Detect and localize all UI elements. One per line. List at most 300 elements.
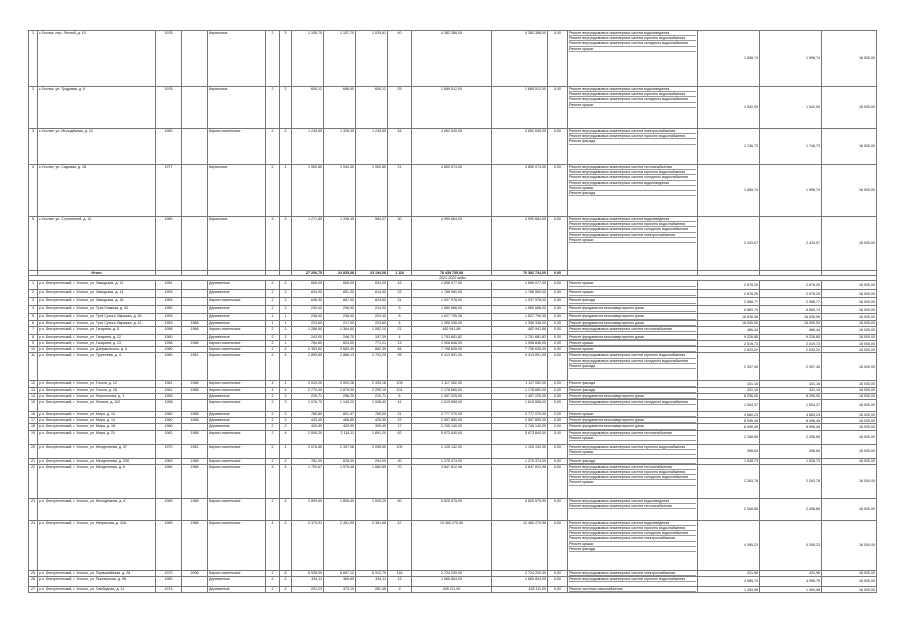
cell-v3: 16 000,00 bbox=[822, 326, 877, 334]
cell-a2: 2 900,28 bbox=[324, 381, 356, 387]
cell-area: 1 271,80 bbox=[292, 217, 324, 271]
cell-fl: 2 bbox=[266, 393, 280, 399]
total-area-2: 24 835,08 bbox=[324, 271, 356, 276]
cell-v2: 398,84 bbox=[760, 444, 822, 458]
cell-a2: 687,00 bbox=[324, 298, 356, 306]
cell-cost2: 4 382 388,00 bbox=[492, 31, 548, 87]
cell-mat: Кирпичные bbox=[208, 217, 266, 271]
cell-a2: 2 114,11 bbox=[324, 430, 356, 444]
cell-v1: 2 433,07 bbox=[698, 217, 760, 271]
cell-area: 225,71 bbox=[292, 393, 324, 399]
cell-a3: 6 312,79 bbox=[356, 570, 388, 576]
cell-year: 1960 bbox=[156, 412, 182, 418]
cell-v2: 9 226,85 bbox=[760, 334, 822, 340]
cell-v2: 4 660,23 bbox=[760, 412, 822, 418]
cell-addr: р.п. Белореченский, г. Усолье, ул. Гагарина, д. 8 bbox=[38, 326, 156, 334]
cell-v3: 16 000,00 bbox=[822, 31, 877, 87]
work-types-cell bbox=[568, 281, 698, 290]
cell-y2 bbox=[182, 129, 208, 165]
cell-a3: 600,12 bbox=[356, 87, 388, 129]
cell-n: 3 bbox=[29, 298, 38, 306]
cell-cost2: 7 798 626,00 bbox=[492, 347, 548, 353]
cell-v2: 4 395,23 bbox=[760, 520, 822, 570]
cell-area: 6 536,00 bbox=[292, 570, 324, 576]
cell-year: 1955 bbox=[156, 393, 182, 399]
cell-en: 2 bbox=[280, 418, 292, 424]
cell-a3: 1 009,29 bbox=[356, 498, 388, 520]
cell-a2: 665,00 bbox=[324, 281, 356, 290]
cell-en: 4 bbox=[280, 464, 292, 498]
cell-addr: р.п. Белореченский, г. Усолье, ул. Мира, д. 14 bbox=[38, 418, 156, 424]
cell-v2: 431,96 bbox=[760, 570, 822, 576]
cell-v2: 2 008,85 bbox=[760, 498, 822, 520]
cell-v1: 8 096,45 bbox=[698, 424, 760, 430]
cell-a2: 2 683,40 bbox=[324, 347, 356, 353]
cell-n: 13 bbox=[29, 387, 38, 393]
cell-a3: 2 381,68 bbox=[356, 520, 388, 570]
cell-v3: 16 000,00 bbox=[822, 424, 877, 430]
cell-fl: 2 bbox=[266, 458, 280, 464]
work-type-item: Ремонт внутридомовых инженерных систем горячего водоснабжения bbox=[569, 222, 696, 227]
cell-a2: 217,00 bbox=[324, 320, 356, 326]
cell-v2: 1 542,05 bbox=[760, 87, 822, 129]
cell-y2 bbox=[182, 298, 208, 306]
table-row bbox=[29, 498, 877, 520]
cell-a3: 203,40 bbox=[356, 314, 388, 320]
cell-fl: 2 bbox=[266, 341, 280, 347]
cell-en: 4 bbox=[280, 430, 292, 444]
table-row bbox=[29, 587, 877, 593]
cell-year: 1970 bbox=[156, 444, 182, 458]
work-type-item: Ремонт фасада bbox=[569, 364, 696, 369]
cell-cost2: 1 125 132,00 bbox=[492, 444, 548, 458]
work-types-cell bbox=[568, 400, 698, 412]
cell-y2 bbox=[182, 31, 208, 87]
cell-cost: 1 665 804,00 bbox=[412, 577, 492, 587]
cell-v2: 16 636,96 bbox=[760, 314, 822, 320]
cell-addr: р.п. Белореченский, г. Усолье, ул. Свободная, д. 12 bbox=[38, 587, 156, 593]
cell-addr: с.Усолье, ул. Садовая, д. 18 bbox=[38, 165, 156, 217]
cell-en: 8 bbox=[280, 570, 292, 576]
work-types-cell bbox=[568, 87, 698, 129]
cell-a2: 1 944,30 bbox=[324, 165, 356, 217]
work-types-cell bbox=[568, 520, 698, 570]
cell-year: 1964 bbox=[156, 464, 182, 498]
cell-cost: 1 580 666,00 bbox=[412, 306, 492, 314]
cell-area: 291,23 bbox=[292, 587, 324, 593]
cell-v1: 466,44 bbox=[698, 326, 760, 334]
cell-en: 3 bbox=[280, 400, 292, 412]
cell-res: 54 bbox=[388, 347, 412, 353]
cell-fl: 2 bbox=[266, 418, 280, 424]
cell-area: 2 379,91 bbox=[292, 520, 324, 570]
work-type-item: Ремонт крыши bbox=[569, 290, 696, 295]
cell-v1: 8 096,45 bbox=[698, 418, 760, 424]
work-type-item: Ремонт внутридомовых инженерных систем холодного водоснабжения bbox=[569, 359, 696, 364]
cell-addr: р.п. Белореченский, г. Усолье, ул. Молодёжная, д. 6 bbox=[38, 498, 156, 520]
cell-n: 25 bbox=[29, 570, 38, 576]
cell-v1: 1 898,74 bbox=[698, 165, 760, 217]
work-type-item: Ремонт крыши bbox=[569, 238, 696, 243]
cell-z: 0,00 bbox=[548, 444, 568, 458]
cell-a3: 1 891,20 bbox=[356, 430, 388, 444]
work-type-item: Ремонт внутридомовых инженерных систем теплоснабжения bbox=[569, 465, 696, 470]
work-type-item: Ремонт внутридомовых инженерных систем электроснабжения bbox=[569, 571, 696, 576]
cell-v3: 16 000,00 bbox=[822, 400, 877, 412]
cell-cost: 1 117 052,00 bbox=[412, 381, 492, 387]
cell-cost: 2 557 850,00 bbox=[412, 418, 492, 424]
cell-year: 1963 bbox=[156, 458, 182, 464]
cell-addr: с.Усолье, ул. Строителей, д. 10 bbox=[38, 217, 156, 271]
cell-mat: Кирпич-панельные bbox=[208, 464, 266, 498]
cell-en: 4 bbox=[280, 381, 292, 387]
cell-v2: 2 397,45 bbox=[760, 353, 822, 381]
cell-a3: 1 082,10 bbox=[356, 326, 388, 334]
cell-cost2: 1 751 681,82 bbox=[492, 334, 548, 340]
cell-addr: р.п. Белореченский, г. Усолье, ул. Первомайская, д. 28 bbox=[38, 570, 156, 576]
capital-repair-table bbox=[28, 30, 877, 593]
cell-cost2: 2 557 850,00 bbox=[492, 418, 548, 424]
cell-cost: 2 724 200,00 bbox=[412, 570, 492, 576]
cell-z: 0,00 bbox=[548, 464, 568, 498]
cell-a2: 373,10 bbox=[324, 587, 356, 593]
cell-a2: 1 145,20 bbox=[324, 400, 356, 412]
cell-res: 70 bbox=[388, 464, 412, 498]
cell-a2: 686,90 bbox=[324, 87, 356, 129]
work-types-cell bbox=[568, 326, 698, 334]
cell-v3: 16 000,00 bbox=[822, 129, 877, 165]
cell-v1: 2 397,45 bbox=[698, 353, 760, 381]
table-row bbox=[29, 165, 877, 217]
cell-z: 0,00 bbox=[548, 341, 568, 347]
cell-area: 784,60 bbox=[292, 341, 324, 347]
cell-addr: р.п. Белореченский, г. Усолье, ул. Пионерская, д. 98 bbox=[38, 577, 156, 587]
cell-res: 9 bbox=[388, 587, 412, 593]
cell-res: 31 bbox=[388, 412, 412, 418]
work-type-item: Ремонт внутридомовых инженерных систем водоотведения bbox=[569, 217, 696, 222]
cell-y2 bbox=[182, 306, 208, 314]
cell-year: 1960 bbox=[156, 418, 182, 424]
cell-y2 bbox=[182, 281, 208, 290]
cell-n: 18 bbox=[29, 424, 38, 430]
cell-y2: 1968 bbox=[182, 430, 208, 444]
total-cost-2: 76 382 734,00 bbox=[492, 271, 548, 276]
work-types-cell bbox=[568, 353, 698, 381]
cell-cost2: 2 745 140,00 bbox=[492, 424, 548, 430]
work-type-item: Ремонт фасада bbox=[569, 139, 696, 144]
cell-res: 20 bbox=[388, 458, 412, 464]
work-type-item: Ремонт внутридомовых инженерных систем холодного водоснабжения bbox=[569, 531, 696, 536]
cell-a3: 771,21 bbox=[356, 341, 388, 347]
cell-z: 0,00 bbox=[548, 387, 568, 393]
cell-area: 766,80 bbox=[292, 412, 324, 418]
cell-z: 0,00 bbox=[548, 424, 568, 430]
cell-n: 4 bbox=[29, 306, 38, 314]
cell-v3: 16 000,00 bbox=[822, 314, 877, 320]
cell-fl: 2 bbox=[266, 347, 280, 353]
cell-v1: 1 898,74 bbox=[698, 31, 760, 87]
cell-n: 15 bbox=[29, 400, 38, 412]
cell-y2: 1968 bbox=[182, 326, 208, 334]
cell-addr: р.п. Белореченский, г. Усолье, ул. Менделеева, д. 33б bbox=[38, 458, 156, 464]
work-types-cell bbox=[568, 587, 698, 593]
cell-v2: 6 869,74 bbox=[760, 306, 822, 314]
cell-res: 13 bbox=[388, 341, 412, 347]
cell-a2: 238,00 bbox=[324, 314, 356, 320]
table-row bbox=[29, 31, 877, 87]
cell-fl: 2 bbox=[266, 353, 280, 381]
cell-mat: Кирпич-панельные bbox=[208, 298, 266, 306]
total-label: Итого bbox=[38, 271, 156, 276]
cell-y2: 1968 bbox=[182, 381, 208, 387]
cell-mat: Деревянные bbox=[208, 281, 266, 290]
work-types-cell bbox=[568, 430, 698, 444]
cell-cost2: 2 777 070,00 bbox=[492, 412, 548, 418]
cell-en: 2 bbox=[280, 412, 292, 418]
cell-year: 1960 bbox=[156, 347, 182, 353]
cell-z: 0,00 bbox=[548, 217, 568, 271]
cell-cost2: 1 689 512,00 bbox=[492, 87, 548, 129]
cell-area: 2 076,80 bbox=[292, 444, 324, 458]
cell-area: 634,00 bbox=[292, 290, 324, 298]
table-row bbox=[29, 306, 877, 314]
cell-v1: 2 263,78 bbox=[698, 464, 760, 498]
cell-z: 0,00 bbox=[548, 31, 568, 87]
cell-mat: Кирпич-панельные bbox=[208, 458, 266, 464]
cell-year: 1972 bbox=[156, 570, 182, 576]
cell-mat: Деревянные bbox=[208, 412, 266, 418]
table-row bbox=[29, 281, 877, 290]
cell-mat: Кирпич-панельные bbox=[208, 498, 266, 520]
cell-v1: 2 678,25 bbox=[698, 290, 760, 298]
cell-z: 0,00 bbox=[548, 520, 568, 570]
cell-v2: 2 519,73 bbox=[760, 341, 822, 347]
cell-v3: 16 000,00 bbox=[822, 87, 877, 129]
cell-addr: р.п. Белореченский, г. Усолье, ул. Некрасова, д. 42А bbox=[38, 520, 156, 570]
table-row bbox=[29, 129, 877, 165]
cell-year: 1950 bbox=[156, 577, 182, 587]
cell-z: 0,00 bbox=[548, 87, 568, 129]
cell-mat: Деревянные bbox=[208, 334, 266, 340]
cell-en: 2 bbox=[280, 298, 292, 306]
cell-y2: 1968 bbox=[182, 387, 208, 393]
cell-a2: 2 451,90 bbox=[324, 520, 356, 570]
work-types-cell bbox=[568, 444, 698, 458]
cell-z: 0,00 bbox=[548, 400, 568, 412]
work-type-item: Ремонт внутридомовых инженерных систем водоотведения bbox=[569, 31, 696, 36]
cell-v2: 431,15 bbox=[760, 381, 822, 387]
cell-a3: 334,11 bbox=[356, 577, 388, 587]
work-type-item: Ремонт внутридомовых инженерных систем водоотведения bbox=[569, 87, 696, 92]
cell-n: 27 bbox=[29, 587, 38, 593]
cell-area: 420,90 bbox=[292, 424, 324, 430]
cell-z: 0,00 bbox=[548, 165, 568, 217]
table-row bbox=[29, 298, 877, 306]
cell-en: 2 bbox=[280, 458, 292, 464]
cell-addr: с.Усолье, ул. Молодёжная, д. 12 bbox=[38, 129, 156, 165]
work-type-item: Ремонт внутридомовых инженерных систем теплоснабжения bbox=[569, 165, 696, 170]
cell-v2: 1 504,37 bbox=[760, 400, 822, 412]
cell-mat: Кирпич-панельные bbox=[208, 387, 266, 393]
work-type-item: Ремонт фасада bbox=[569, 191, 696, 196]
cell-v1: 1 504,37 bbox=[698, 400, 760, 412]
cell-n: 1 bbox=[29, 281, 38, 290]
cell-area: 230,00 bbox=[292, 306, 324, 314]
cell-a3: 624,60 bbox=[356, 298, 388, 306]
cell-v3: 16 000,00 bbox=[822, 587, 877, 593]
cell-res: 101 bbox=[388, 387, 412, 393]
cell-mat: Кирпич-панельные bbox=[208, 520, 266, 570]
cell-addr: р.п. Белореченский, г. Усолье, ул. Гоголя, д. 12 bbox=[38, 381, 156, 387]
cell-mat: Деревянные bbox=[208, 587, 266, 593]
cell-mat: Деревянные bbox=[208, 306, 266, 314]
cell-n: 20 bbox=[29, 444, 38, 458]
cell-a3: 765,00 bbox=[356, 412, 388, 418]
work-types-cell bbox=[568, 290, 698, 298]
cell-z: 0,00 bbox=[548, 306, 568, 314]
cell-z: 0,00 bbox=[548, 418, 568, 424]
cell-fl: 4 bbox=[266, 520, 280, 570]
cell-v3: 16 000,00 bbox=[822, 334, 877, 340]
table-row bbox=[29, 87, 877, 129]
table-row bbox=[29, 577, 877, 587]
cell-v1: 431,15 bbox=[698, 381, 760, 387]
cell-z: 0,00 bbox=[548, 577, 568, 587]
work-type-item: Ремонт внутридомовых инженерных систем водоотведения bbox=[569, 499, 696, 504]
cell-a3: 2 703,20 bbox=[356, 353, 388, 381]
cell-y2: 1968 bbox=[182, 458, 208, 464]
cell-n: 12 bbox=[29, 381, 38, 387]
cell-n: 26 bbox=[29, 577, 38, 587]
cell-mat: Деревянные bbox=[208, 393, 266, 399]
cell-y2 bbox=[182, 217, 208, 271]
cell-v3: 16 000,00 bbox=[822, 298, 877, 306]
cell-a3: 2 439,18 bbox=[356, 381, 388, 387]
cell-a2: 1 338,45 bbox=[324, 217, 356, 271]
cell-cost2: 1 275 374,00 bbox=[492, 458, 548, 464]
cell-year: 1950 bbox=[156, 306, 182, 314]
cell-en: 2 bbox=[280, 577, 292, 587]
work-type-item: Ремонт внутридомовых инженерных систем электроснабжения bbox=[569, 129, 696, 134]
table-body-top bbox=[29, 31, 877, 271]
cell-a2: 818,00 bbox=[324, 458, 356, 464]
cell-y2 bbox=[182, 400, 208, 412]
cell-v3: 16 000,00 bbox=[822, 577, 877, 587]
work-types-cell bbox=[568, 165, 698, 217]
cell-n: 22 bbox=[29, 464, 38, 498]
cell-y2: 1968 bbox=[182, 412, 208, 418]
cell-v2: 2 358,65 bbox=[760, 430, 822, 444]
work-type-item: Ремонт внутридомовых инженерных систем горячего водоснабжения bbox=[569, 36, 696, 41]
work-type-item: Ремонт внутридомовых инженерных систем горячего водоснабжения bbox=[569, 353, 696, 358]
cell-cost2: 5 825 575,90 bbox=[492, 498, 548, 520]
cell-a2: 369,60 bbox=[324, 577, 356, 587]
cell-addr: р.п. Белореченский, г. Усолье, ул. Ленина, д. 102 bbox=[38, 400, 156, 412]
work-type-item: Ремонт фундамента многоквартирного дома bbox=[569, 418, 696, 423]
cell-en: 4 bbox=[280, 444, 292, 458]
work-types-cell bbox=[568, 464, 698, 498]
work-type-item: Ремонт крыши bbox=[569, 103, 696, 108]
cell-en: 3 bbox=[280, 217, 292, 271]
cell-en: 2 bbox=[280, 87, 292, 129]
cell-n: 10 bbox=[29, 347, 38, 353]
cell-area: 2 919,20 bbox=[292, 381, 324, 387]
cell-n: 21 bbox=[29, 458, 38, 464]
work-type-item: Ремонт внутридомовых инженерных систем холодного водоснабжения bbox=[569, 41, 696, 46]
cell-a2: 246,70 bbox=[324, 334, 356, 340]
cell-n: 5 bbox=[29, 217, 38, 271]
cell-area: 2 005,20 bbox=[292, 430, 324, 444]
cell-a3: 634,00 bbox=[356, 281, 388, 290]
work-type-item: Ремонт внутридомовых инженерных систем холодного водоснабжения bbox=[569, 97, 696, 102]
work-type-item: Ремонт фундамента многоквартирного дома bbox=[569, 314, 696, 319]
work-type-item: Ремонт внутридомовых инженерных систем горячего водоснабжения bbox=[569, 526, 696, 531]
cell-v1: 431,15 bbox=[698, 387, 760, 393]
cell-v2: 8 296,05 bbox=[760, 393, 822, 399]
cell-res: 116 bbox=[388, 570, 412, 576]
cell-mat: Кирпичные bbox=[208, 87, 266, 129]
cell-v2: 466,44 bbox=[760, 326, 822, 334]
cell-cost2: 10 460 270,96 bbox=[492, 520, 548, 570]
cell-a2: 1 975,48 bbox=[324, 464, 356, 498]
cell-n: 23 bbox=[29, 498, 38, 520]
cell-cost: 1 751 681,82 bbox=[412, 334, 492, 340]
cell-a3: 215,71 bbox=[356, 393, 388, 399]
work-type-item: Ремонт внутридомовых инженерных систем горячего водоснабжения bbox=[569, 577, 696, 582]
cell-a2: 2 875,00 bbox=[324, 387, 356, 393]
cell-v1: 9 226,85 bbox=[698, 334, 760, 340]
cell-year: 1960 bbox=[156, 334, 182, 340]
cell-res: 9 bbox=[388, 306, 412, 314]
cell-cost2: 1 619 808,00 bbox=[492, 400, 548, 412]
cell-year: 1965 bbox=[156, 520, 182, 570]
cell-en: 4 bbox=[280, 165, 292, 217]
cell-a3: 882,39 bbox=[356, 347, 388, 353]
cell-fl: 2 bbox=[266, 412, 280, 418]
cell-v1: 4 660,23 bbox=[698, 412, 760, 418]
cell-en: 2 bbox=[280, 281, 292, 290]
cell-v1: 2 633,20 bbox=[698, 347, 760, 353]
work-type-item: Ремонт внутридомовых инженерных систем холодного водоснабжения bbox=[569, 475, 696, 480]
cell-a2: 236,90 bbox=[324, 306, 356, 314]
cell-v3: 16 000,00 bbox=[822, 520, 877, 570]
table-body-bottom bbox=[29, 281, 877, 593]
cell-n: 3 bbox=[29, 129, 38, 165]
cell-res: 8 bbox=[388, 314, 412, 320]
cell-addr: р.п. Белореченский, г. Усолье, ул. Заводская, д. 12 bbox=[38, 281, 156, 290]
cell-area: 600,12 bbox=[292, 87, 324, 129]
cell-en: 2 bbox=[280, 334, 292, 340]
cell-mat: Кирпич-панельные bbox=[208, 430, 266, 444]
cell-fl: 2 bbox=[266, 87, 280, 129]
cell-z: 0,00 bbox=[548, 393, 568, 399]
cell-res: 25 bbox=[388, 87, 412, 129]
cell-year: 1954 bbox=[156, 298, 182, 306]
work-type-item: Ремонт крыши bbox=[569, 436, 696, 441]
cell-v1: 2 008,85 bbox=[698, 498, 760, 520]
cell-addr: р.п. Белореченский, г. Усолье, ул. Дзержинского, д. 6 bbox=[38, 347, 156, 353]
cell-v1: 4 395,23 bbox=[698, 520, 760, 570]
cell-addr: р.п. Белореченский, г. Усолье, ул. Мира, д. 10 bbox=[38, 412, 156, 418]
cell-mat: Деревянные bbox=[208, 424, 266, 430]
cell-addr: р.п. Белореченский, г. Усолье, ул. Заводская, д. 14 bbox=[38, 290, 156, 298]
cell-a2: 420,90 bbox=[324, 424, 356, 430]
cell-y2: 1968 bbox=[182, 498, 208, 520]
cell-v1: 398,84 bbox=[698, 444, 760, 458]
cell-res: 62 bbox=[388, 430, 412, 444]
cell-area: 238,00 bbox=[292, 314, 324, 320]
cell-a2: 6 897,12 bbox=[324, 570, 356, 576]
